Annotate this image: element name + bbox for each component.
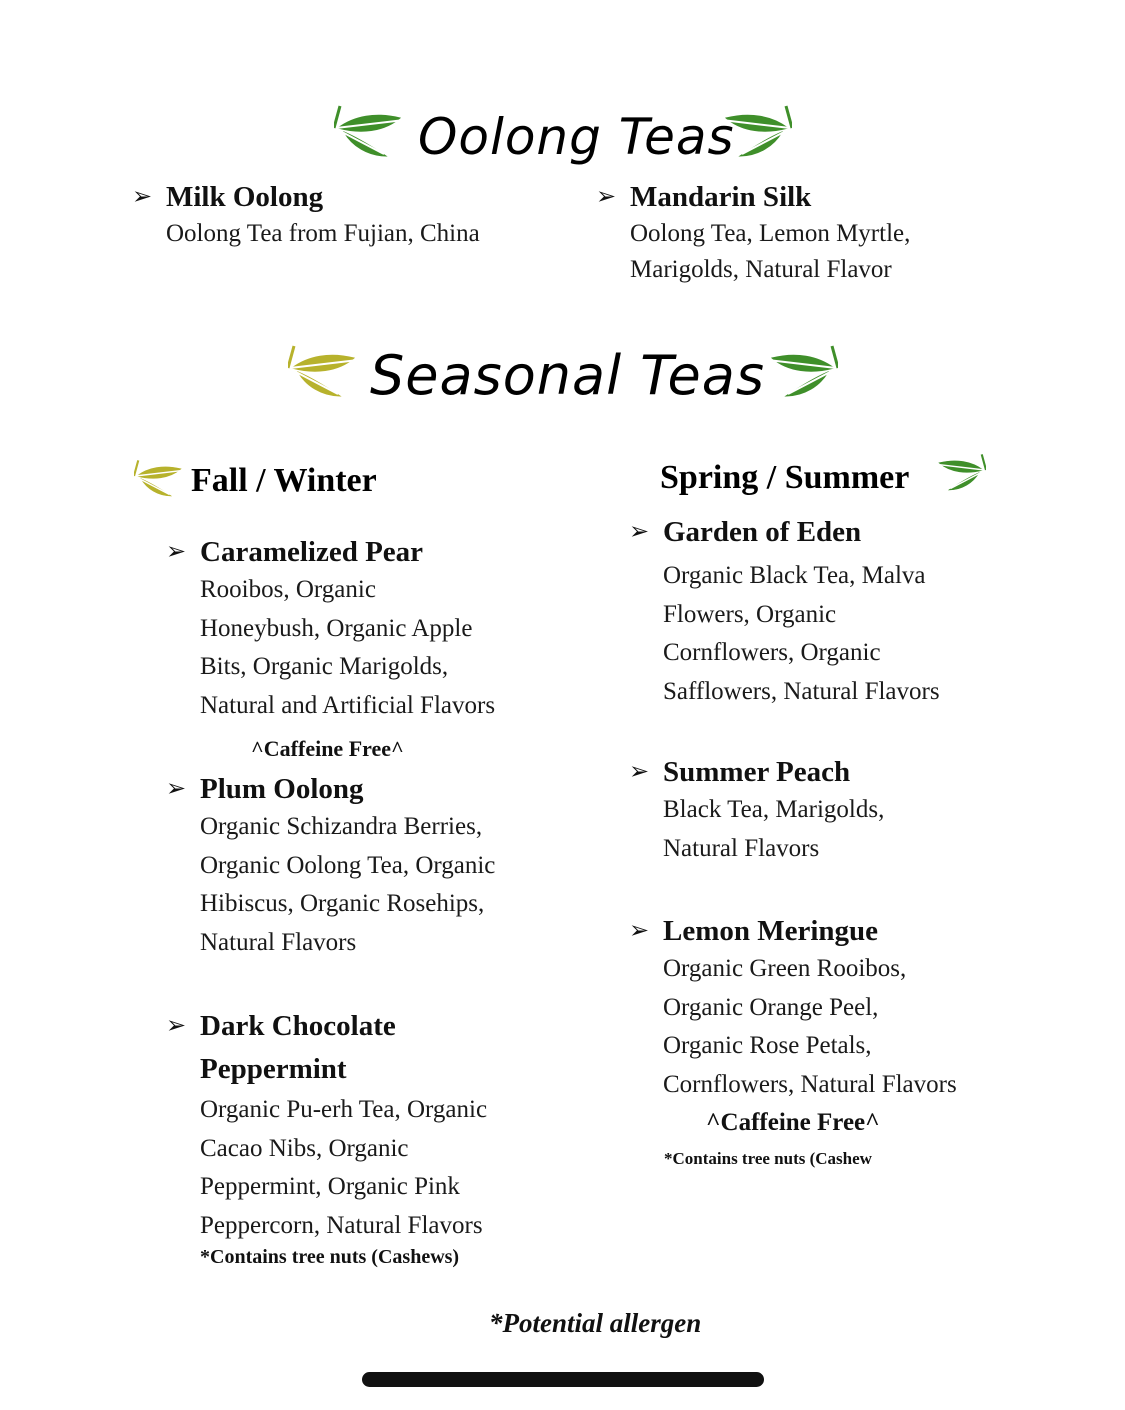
leaf-left-icon (334, 98, 410, 158)
tea-mandarin-silk (596, 178, 911, 288)
tea-name: Dark Chocolate (200, 1010, 396, 1042)
caffeine-free-note: ^Caffeine Free^ (251, 736, 404, 761)
tea-name: Caramelized Pear (200, 536, 424, 568)
bullet-arrow-icon: ➢ (166, 776, 187, 802)
leaf-olive-icon (134, 454, 188, 498)
tea-description: Organic Pu-erh Tea, Organic Cacao Nibs, Organic Peppermint, Organic Pink Peppercorn, Natural Flavors (200, 1096, 488, 1239)
tea-name: Plum Oolong (200, 773, 364, 805)
tea-caramelized-pear (166, 533, 496, 725)
caffeine-free-note: ^Caffeine Free^ (706, 1109, 880, 1136)
tea-description: Organic Green Rooibos, Organic Orange Peel, Organic Rose Petals, Cornflowers, Natural Flavors (663, 955, 957, 1098)
bullet-arrow-icon: ➢ (166, 539, 187, 565)
seasonal-heading: Seasonal Teas (370, 344, 766, 407)
tea-dark-chocolate-peppermint (166, 1005, 488, 1245)
leaf-right-icon (932, 448, 986, 492)
tea-name: Garden of Eden (663, 516, 862, 548)
potential-allergen-note: *Potential allergen (489, 1308, 702, 1338)
tea-description: Black Tea, Marigolds, Natural Flavors (663, 796, 885, 862)
tea-name-continued: Peppermint (200, 1053, 347, 1085)
tea-name: Lemon Meringue (663, 915, 879, 947)
bullet-arrow-icon: ➢ (596, 184, 617, 210)
leaf-left-olive-icon (288, 338, 364, 398)
leaf-right-icon (716, 98, 792, 158)
tea-garden-of-eden (629, 513, 940, 711)
tea-description: Oolong Tea from Fujian, China (166, 220, 480, 247)
bullet-arrow-icon: ➢ (132, 184, 153, 210)
tea-name: Mandarin Silk (630, 181, 812, 213)
tea-plum-oolong (166, 770, 496, 962)
tea-description: Organic Schizandra Berries, Organic Oolong Tea, Organic Hibiscus, Organic Rosehips, Natural Flavors (200, 813, 496, 956)
bullet-arrow-icon: ➢ (629, 918, 650, 944)
tea-summer-peach (629, 753, 885, 868)
bullet-arrow-icon: ➢ (166, 1013, 187, 1039)
tea-description: Oolong Tea, Lemon Myrtle, Marigolds, Natural Flavor (630, 220, 911, 283)
oolong-heading: Oolong Teas (418, 108, 735, 166)
fall-winter-title: Fall / Winter (191, 462, 377, 499)
bullet-arrow-icon: ➢ (629, 759, 650, 785)
tree-nut-note: *Contains tree nuts (Cashews) (200, 1246, 460, 1268)
tea-milk-oolong (132, 178, 480, 252)
spring-summer-title: Spring / Summer (660, 459, 910, 496)
tea-description: Rooibos, Organic Honeybush, Organic Apple Bits, Organic Marigolds, Natural and Artificial Flavors (200, 576, 496, 719)
tea-name: Milk Oolong (166, 181, 324, 213)
home-indicator-bar[interactable] (362, 1372, 764, 1387)
tea-description: Organic Black Tea, Malva Flowers, Organic Cornflowers, Organic Safflowers, Natural Flavors (663, 562, 940, 705)
bullet-arrow-icon: ➢ (629, 519, 650, 545)
tea-name: Summer Peach (663, 756, 851, 788)
leaf-right-icon (762, 338, 838, 398)
tree-nut-note: *Contains tree nuts (Cashew (664, 1149, 872, 1168)
tea-lemon-meringue (629, 912, 957, 1104)
